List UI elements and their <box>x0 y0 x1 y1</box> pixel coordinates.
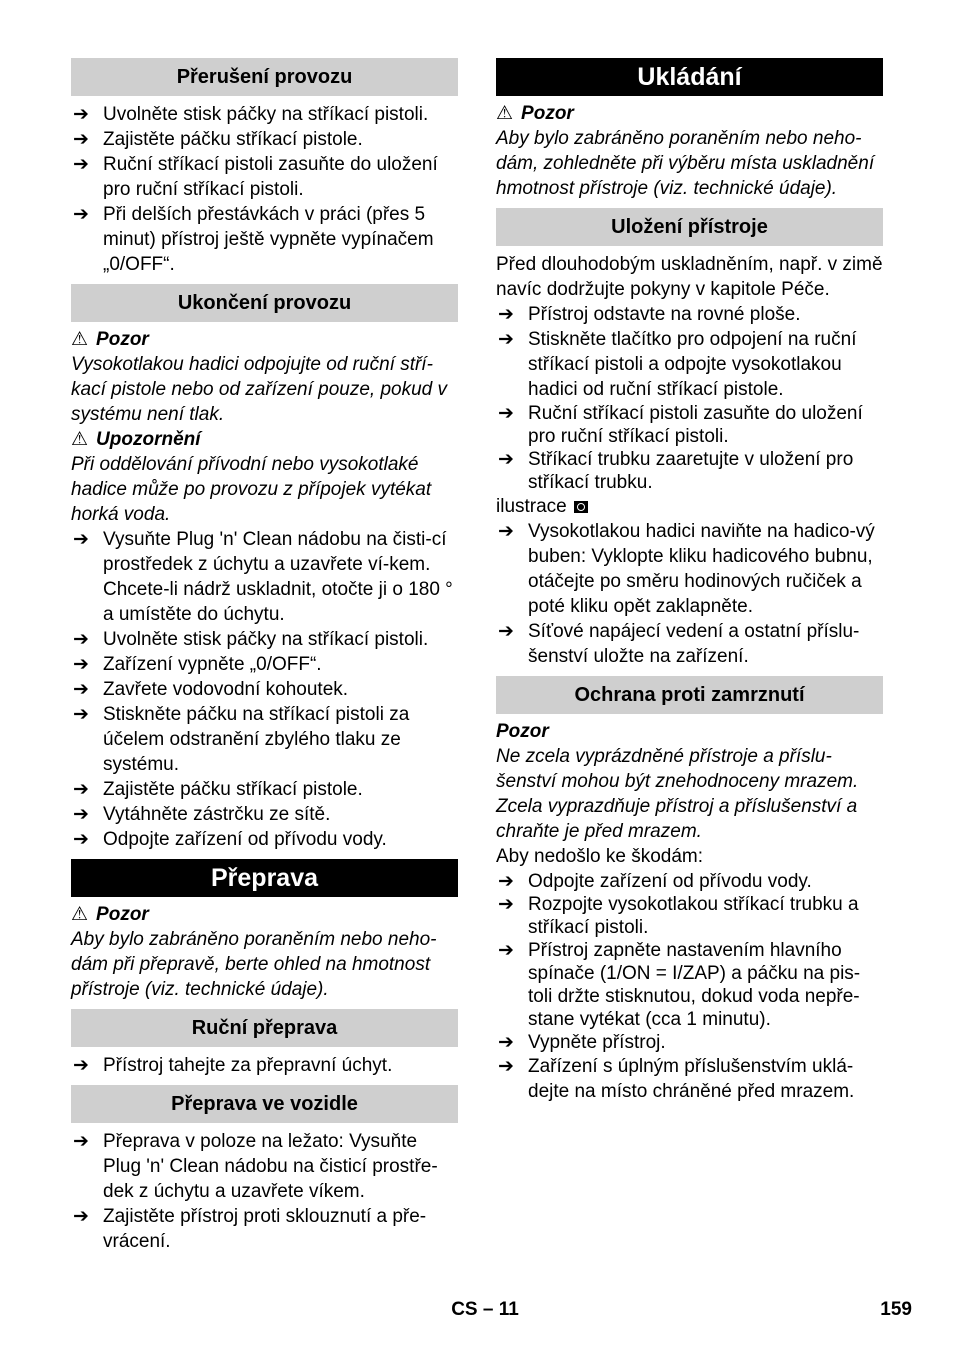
list-item: ➔ Stiskněte páčku na stříkací pistoli za účelem odstranění zbylého tlaku ze systému. <box>73 704 410 775</box>
list-item: ➔ Ruční stříkací pistoli zasuňte do uložení pro ruční stříkací pistoli. <box>73 154 438 200</box>
section-heading: Uložení přístroje <box>496 208 883 246</box>
arrow-icon: ➔ <box>73 704 89 725</box>
list-item: ➔ Uvolněte stisk páčky na stříkací pistoli. <box>73 104 429 125</box>
list-item: ➔ Vysuňte Plug 'n' Clean nádobu na čisti-cí prostředek z úchytu a uzavřete ví-kem. Chcete-li nádrž uskladnit, otočte ji o 180 ° a umístěte do úchytu. <box>73 529 453 625</box>
warning-title: ⚠ Pozor <box>496 103 574 124</box>
arrow-icon: ➔ <box>498 940 514 961</box>
step-list <box>496 302 883 494</box>
step-list <box>496 519 883 669</box>
list-item: ➔ Při delších přestávkách v práci (přes 5 minut) přístroj ještě vypněte vypínačem „0/OFF“. <box>73 204 434 275</box>
left-column <box>71 58 458 1254</box>
warning-icon: ⚠ <box>496 103 514 124</box>
list-item: ➔ Odpojte zařízení od přívodu vody. <box>498 871 812 892</box>
list-item: ➔ Přeprava v poloze na ležato: Vysuňte Plug 'n' Clean nádobu na čisticí prostře-dek z úchytu a uzavřete víkem. <box>73 1131 438 1202</box>
arrow-icon: ➔ <box>73 654 89 675</box>
list-item: ➔ Ruční stříkací pistoli zasuňte do uložení pro ruční stříkací pistoli. <box>498 403 863 447</box>
arrow-icon: ➔ <box>73 529 89 550</box>
arrow-icon: ➔ <box>498 304 514 325</box>
arrow-icon: ➔ <box>73 779 89 800</box>
intro-text: Před dlouhodobým uskladněním, např. v zimě navíc dodržujte pokyny v kapitole Péče. <box>496 254 883 300</box>
arrow-icon: ➔ <box>73 679 89 700</box>
arrow-icon: ➔ <box>73 629 89 650</box>
arrow-icon: ➔ <box>73 1206 89 1227</box>
step-list <box>71 1053 458 1078</box>
warning-text: Aby bylo zabráněno poraněním nebo neho-dám, zohledněte při výběru místa uskladnění hmotnost přístroje (viz. technické údaje). <box>496 128 875 199</box>
list-item: ➔ Zajistěte přístroj proti sklouznutí a pře-vrácení. <box>73 1206 427 1252</box>
arrow-icon: ➔ <box>73 829 89 850</box>
list-item: ➔ Stiskněte tlačítko pro odpojení na ruční stříkací pistoli a odpojte vysokotlakou hadici od ruční stříkací pistole. <box>498 329 857 400</box>
footer-section-label: CS – 11 <box>451 1299 519 1320</box>
right-column <box>496 58 883 1104</box>
list-item: ➔ Přístroj odstavte na rovné ploše. <box>498 304 801 325</box>
section-heading: Přerušení provozu <box>71 58 458 96</box>
warning-text: Ne zcela vyprázdněné přístroje a příslu-šenství mohou být znehodnoceny mrazem. Zcela vyprazdňuje přístroj a příslušenství a chraňte je před mrazem. <box>496 746 859 842</box>
section-heading: Přeprava ve vozidle <box>71 1085 458 1123</box>
warning-title: ⚠ Pozor <box>71 904 149 925</box>
list-item: ➔ Vytáhněte zástrčku ze sítě. <box>73 804 331 825</box>
arrow-icon: ➔ <box>73 1131 89 1152</box>
step-list <box>71 527 458 852</box>
list-item: ➔ Přístroj tahejte za přepravní úchyt. <box>73 1055 393 1076</box>
arrow-icon: ➔ <box>73 204 89 225</box>
arrow-icon: ➔ <box>498 1056 514 1077</box>
intro-text: Aby nedošlo ke škodám: <box>496 846 704 867</box>
list-item: ➔ Zavřete vodovodní kohoutek. <box>73 679 349 700</box>
list-item: ➔ Odpojte zařízení od přívodu vody. <box>73 829 387 850</box>
arrow-icon: ➔ <box>498 521 514 542</box>
warning-text: Aby bylo zabráněno poraněním nebo neho-dám při přepravě, berte ohled na hmotnost přístroje (viz. technické údaje). <box>71 929 437 1000</box>
warning-text: Při oddělování přívodní nebo vysokotlaké hadice může po provozu z přípojek vytékat horká voda. <box>71 454 432 525</box>
arrow-icon: ➔ <box>73 129 89 150</box>
step-list <box>71 1129 458 1254</box>
illustration-reference: ilustrace <box>496 494 883 519</box>
warning-icon: ⚠ <box>71 429 89 450</box>
arrow-icon: ➔ <box>498 894 514 915</box>
page-number: 159 <box>880 1299 912 1320</box>
arrow-icon: ➔ <box>73 104 89 125</box>
warning-text: Vysokotlakou hadici odpojujte od ruční stří-kací pistole nebo od zařízení pouze, pokud v systému není tlak. <box>71 354 448 425</box>
warning-title: ⚠ Pozor <box>71 329 149 350</box>
list-item: ➔ Rozpojte vysokotlakou stříkací trubku a stříkací pistoli. <box>498 894 859 938</box>
section-heading: Ukončení provozu <box>71 284 458 322</box>
list-item: ➔ Uvolněte stisk páčky na stříkací pistoli. <box>73 629 429 650</box>
list-item: ➔ Zařízení vypněte „0/OFF“. <box>73 654 322 675</box>
list-item: ➔ Zajistěte páčku stříkací pistole. <box>73 129 363 150</box>
arrow-icon: ➔ <box>498 403 514 424</box>
arrow-icon: ➔ <box>498 329 514 350</box>
step-list <box>71 102 458 277</box>
section-heading: Ruční přeprava <box>71 1009 458 1047</box>
step-list <box>496 870 883 1104</box>
list-item: ➔ Zajistěte páčku stříkací pistole. <box>73 779 363 800</box>
arrow-icon: ➔ <box>498 621 514 642</box>
warning-title: Pozor <box>496 721 549 742</box>
arrow-icon: ➔ <box>73 154 89 175</box>
arrow-icon: ➔ <box>498 871 514 892</box>
list-item: ➔ Vysokotlakou hadici naviňte na hadico-vý buben: Vyklopte kliku hadicového bubnu, otáčejte po směru hodinových ručiček a poté kliku opět zaklapněte. <box>498 521 875 617</box>
arrow-icon: ➔ <box>498 1032 514 1053</box>
list-item: ➔ Zařízení s úplným příslušenstvím uklá-dejte na místo chráněné před mrazem. <box>498 1056 855 1102</box>
list-item: ➔ Stříkací trubku zaaretujte v uložení pro stříkací trubku. <box>498 449 854 493</box>
list-item: ➔ Přístroj zapněte nastavením hlavního spínače (1/ON = I/ZAP) a páčku na pis-toli držte stisknutou, dokud voda nepře-stane vytékat (cca 1 minutu). <box>498 940 861 1030</box>
warning-icon: ⚠ <box>71 904 89 925</box>
arrow-icon: ➔ <box>498 449 514 470</box>
warning-icon: ⚠ <box>71 329 89 350</box>
list-item: ➔ Vypněte přístroj. <box>498 1032 666 1053</box>
chapter-heading: Přeprava <box>71 859 458 897</box>
list-item: ➔ Síťové napájecí vedení a ostatní příslu-šenství uložte na zařízení. <box>498 621 860 667</box>
arrow-icon: ➔ <box>73 804 89 825</box>
arrow-icon: ➔ <box>73 1055 89 1076</box>
chapter-heading: Ukládání <box>496 58 883 96</box>
warning-title: ⚠ Upozornění <box>71 429 201 450</box>
section-heading: Ochrana proti zamrznutí <box>496 676 883 714</box>
illustration-icon <box>574 501 588 513</box>
